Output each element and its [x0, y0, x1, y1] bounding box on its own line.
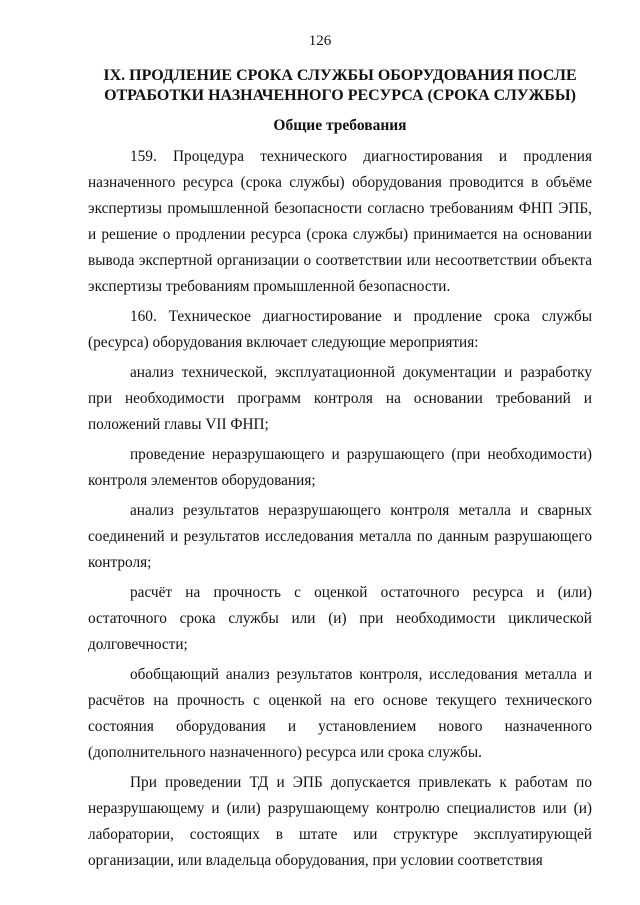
- section-title-line-1: IX. ПРОДЛЕНИЕ СРОКА СЛУЖБЫ ОБОРУДОВАНИЯ ПОСЛЕ: [103, 67, 577, 84]
- paragraph-160: 160. Техническое диагностирование и продление срока службы (ресурса) оборудования включает следующие мероприятия:: [88, 308, 592, 351]
- paragraph-159: 159. Процедура технического диагностирования и продления назначенного ресурса (срока службы) оборудования проводится в объёме экспертизы промышленной безопасности согласно требованиям ФНП ЭПБ, и решение о продлении ресурса (срока службы) принимается на основании вывода экспертной организации о соответствии или несоответствии объекта экспертизы требованиям промышленной безопасности.: [88, 148, 592, 295]
- list-item-strength-calculation: расчёт на прочность с оценкой остаточного ресурса и (или) остаточного срока службы или (и) при необходимости циклической долговечности;: [88, 584, 592, 653]
- section-title: [88, 66, 592, 106]
- page-number: 126: [308, 33, 332, 49]
- list-item-summary-analysis: обобщающий анализ результатов контроля, исследования металла и расчётов на прочность с оценкой на его основе текущего технического состояния оборудования и установлением нового назначенного (дополнительного назначенного) ресурса или срока службы.: [88, 666, 592, 761]
- section-title-line-2: ОТРАБОТКИ НАЗНАЧЕННОГО РЕСУРСА (СРОКА СЛУЖБЫ): [104, 87, 576, 104]
- list-item-testing: проведение неразрушающего и разрушающего (при необходимости) контроля элементов оборудования;: [88, 446, 592, 489]
- paragraph-specialists: При проведении ТД и ЭПБ допускается привлекать к работам по неразрушающему и (или) разрушающему контролю специалистов или (и) лаборатории, состоящих в штате или структуре эксплуатирующей организации, или владельца оборудования, при условии соответствия: [88, 774, 592, 869]
- subsection-title: Общие требования: [273, 117, 407, 134]
- body-text: [88, 144, 592, 878]
- list-item-documentation-analysis: анализ технической, эксплуатационной документации и разработку при необходимости программ контроля на основании требований и положений главы VII ФНП;: [88, 364, 592, 433]
- list-item-results-analysis: анализ результатов неразрушающего контроля металла и сварных соединений и результатов исследования металла по данным разрушающего контроля;: [88, 502, 592, 571]
